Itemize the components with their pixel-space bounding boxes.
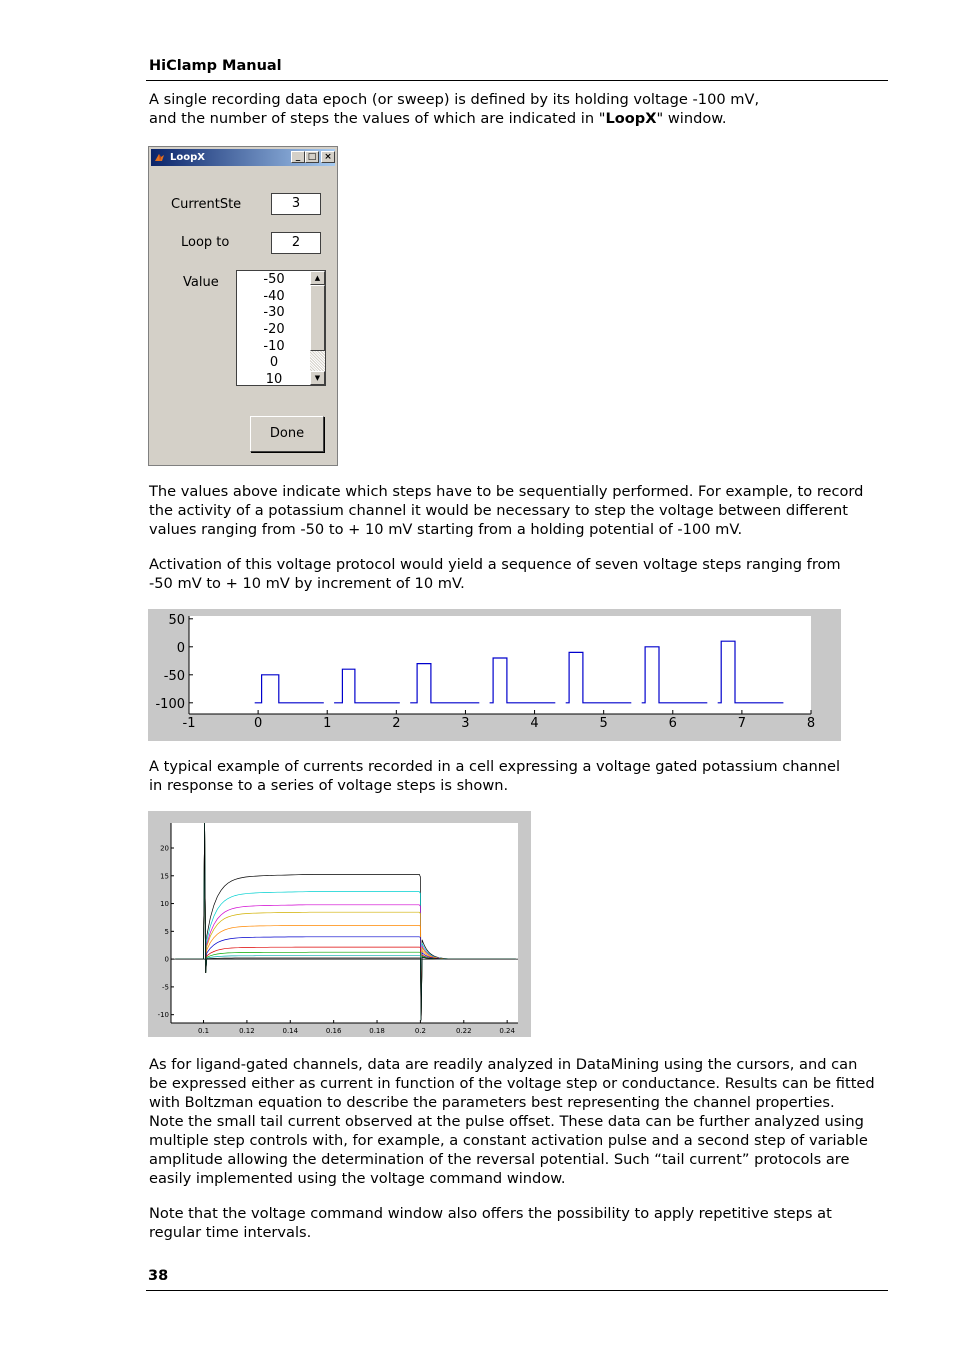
- scroll-thumb[interactable]: [310, 285, 325, 351]
- y-tick-label: -10: [157, 1011, 169, 1020]
- y-tick-label: -100: [155, 696, 185, 712]
- loopx-term: LoopX: [605, 110, 657, 127]
- steps-paragraph: [149, 482, 889, 539]
- analysis-line-5: multiple step controls with, for example, a constant activation pulse and a second step of variable: [149, 1132, 868, 1149]
- list-item[interactable]: 10: [265, 372, 283, 386]
- currents-line-1: A typical example of currents recorded in a cell expressing a voltage gated potassium channel: [149, 758, 841, 775]
- list-item[interactable]: -10: [263, 339, 285, 354]
- voltage-protocol-chart: [148, 609, 841, 741]
- page-number: 38: [148, 1268, 169, 1284]
- y-tick-label: 20: [160, 844, 169, 853]
- x-tick-label: -1: [182, 716, 196, 731]
- value-listbox[interactable]: [236, 270, 326, 386]
- activation-line-2: -50 mV to + 10 mV by increment of 10 mV.: [149, 575, 465, 592]
- intro-line-2: [149, 109, 889, 128]
- steps-line-2: the activity of a potassium channel it would be necessary to step the voltage between different: [149, 502, 848, 519]
- y-tick-label: -50: [163, 668, 185, 684]
- x-tick-label: 0.2: [414, 1027, 426, 1035]
- analysis-line-3: with Boltzman equation to describe the parameters best representing the channel properties.: [149, 1094, 835, 1111]
- x-tick-label: 5: [599, 716, 608, 731]
- x-tick-label: 0.1: [197, 1027, 210, 1035]
- y-tick-label: 15: [160, 872, 169, 881]
- done-button[interactable]: Done: [250, 416, 324, 452]
- value-label: Value: [183, 275, 219, 290]
- value-list-scrollbar[interactable]: [310, 271, 325, 385]
- scroll-down-icon[interactable]: ▼: [310, 371, 325, 385]
- analysis-line-2: be expressed either as current in function of the voltage step or conductance. Results can be fitted: [149, 1075, 875, 1092]
- loop-to-field[interactable]: 2: [271, 232, 321, 254]
- x-tick-label: 0: [253, 716, 263, 731]
- currents-paragraph: [149, 757, 889, 795]
- list-item[interactable]: -20: [263, 322, 285, 337]
- steps-line-3: values ranging from -50 to + 10 mV starting from a holding potential of -100 mV.: [149, 521, 743, 538]
- header-rule: [146, 80, 888, 81]
- x-tick-label: 6: [668, 716, 677, 731]
- x-tick-label: 3: [461, 716, 470, 731]
- intro-paragraph: [149, 90, 889, 128]
- x-tick-label: 1: [323, 716, 332, 731]
- plot-area: [171, 823, 518, 1023]
- y-tick-label: -5: [162, 983, 169, 992]
- scroll-track[interactable]: [310, 351, 325, 371]
- x-tick-label: 0.12: [239, 1027, 255, 1035]
- current-step-field[interactable]: 3: [271, 193, 321, 215]
- analysis-line-7: easily implemented using the voltage command window.: [149, 1170, 566, 1187]
- footer-rule: [146, 1290, 888, 1291]
- analysis-paragraph: [149, 1055, 889, 1188]
- activation-paragraph: [149, 555, 889, 593]
- x-tick-label: 0.24: [499, 1027, 515, 1035]
- steps-line-1: The values above indicate which steps have to be sequentially performed. For example, to record: [149, 483, 864, 500]
- loopx-title-bar[interactable]: [151, 149, 335, 166]
- plot-area: [189, 616, 811, 714]
- y-tick-label: 0: [164, 955, 169, 964]
- repetitive-line-1: Note that the voltage command window also offers the possibility to apply repetitive steps at: [149, 1205, 832, 1222]
- current-step-label: CurrentSte: [171, 197, 242, 212]
- analysis-line-4: Note the small tail current observed at the pulse offset. These data can be further analyzed using: [149, 1113, 864, 1130]
- x-tick-label: 8: [806, 716, 816, 731]
- running-header-title: HiClamp Manual: [149, 58, 282, 74]
- analysis-line-6: amplitude allowing the determination of the reversal potential. Such “tail current” protocols are: [149, 1151, 850, 1168]
- list-item[interactable]: -50: [263, 272, 285, 287]
- list-item[interactable]: 0: [269, 355, 279, 370]
- analysis-line-1: As for ligand-gated channels, data are readily analyzed in DataMining using the cursors, and can: [149, 1056, 858, 1073]
- x-tick-label: 7: [737, 716, 747, 731]
- y-tick-label: 50: [168, 612, 185, 628]
- y-tick-label: 10: [160, 900, 169, 909]
- loopx-window: [148, 146, 338, 466]
- x-tick-label: 0.22: [455, 1027, 472, 1035]
- repetitive-line-2: regular time intervals.: [149, 1224, 312, 1241]
- matlab-logo-icon: [154, 152, 165, 163]
- potassium-current-chart: [148, 811, 531, 1037]
- intro-line-2-start: and the number of steps the values of which are indicated in ": [149, 110, 606, 127]
- maximize-button[interactable]: □: [305, 151, 319, 163]
- x-tick-label: 2: [392, 716, 401, 731]
- scroll-up-icon[interactable]: ▲: [310, 271, 325, 285]
- y-tick-label: 0: [176, 640, 185, 656]
- minimize-button[interactable]: _: [291, 151, 305, 163]
- list-item[interactable]: -40: [263, 289, 285, 304]
- loopx-window-title: LoopX: [170, 152, 205, 163]
- x-tick-label: 0.18: [369, 1027, 385, 1035]
- list-item[interactable]: -30: [263, 305, 285, 320]
- repetitive-steps-paragraph: [149, 1204, 889, 1242]
- x-tick-label: 0.16: [325, 1027, 342, 1035]
- x-tick-label: 0.14: [282, 1027, 299, 1035]
- loop-to-label: Loop to: [181, 235, 230, 250]
- close-button[interactable]: ×: [321, 151, 335, 163]
- intro-line-1: A single recording data epoch (or sweep) is defined by its holding voltage -100 mV,: [149, 91, 760, 108]
- x-tick-label: 4: [530, 716, 539, 731]
- currents-line-2: in response to a series of voltage steps is shown.: [149, 777, 509, 794]
- activation-line-1: Activation of this voltage protocol would yield a sequence of seven voltage steps ranging from: [149, 556, 841, 573]
- y-tick-label: 5: [164, 927, 169, 936]
- intro-line-2-end: " window.: [656, 110, 727, 127]
